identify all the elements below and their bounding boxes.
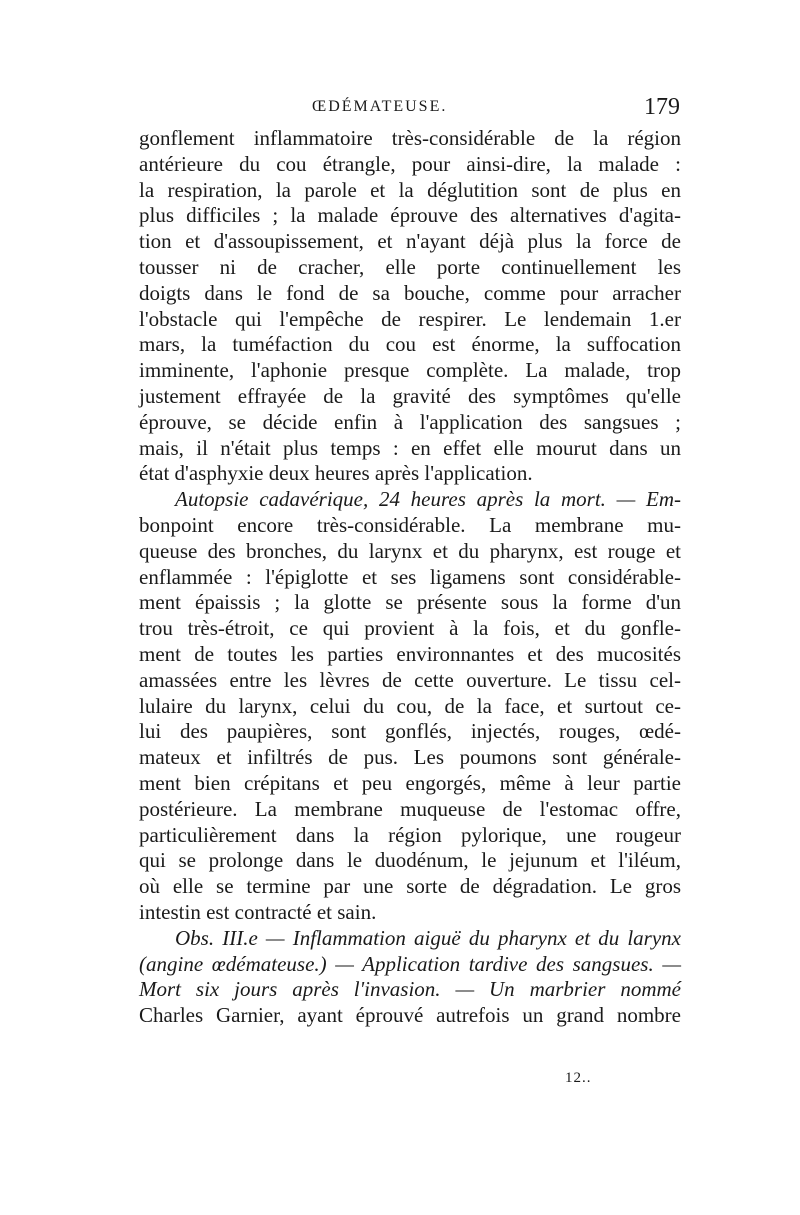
text-line: mateux et infiltrés de pus. Les poumons sont générale- (139, 745, 681, 770)
text-line: lulaire du larynx, celui du cou, de la face, et surtout ce- (139, 693, 681, 718)
running-title: ŒDÉMATEUSE. (312, 98, 448, 115)
observation-heading-line: (angine œdémateuse.) — Application tardive des sangsues. — (139, 951, 681, 976)
text-line: ment de toutes les parties environnantes et des mucosités (139, 641, 681, 666)
text-line: où elle se termine par une sorte de dégradation. Le gros (139, 874, 681, 899)
text-line: queuse des bronches, du larynx et du pharynx, est rouge et (139, 538, 681, 563)
text-line: qui se prolonge dans le duodénum, le jejunum et l'iléum, (139, 848, 681, 873)
text-line: la respiration, la parole et la déglutition sont de plus en (139, 177, 681, 202)
text-line: état d'asphyxie deux heures après l'application. (139, 461, 533, 486)
text-line: tousser ni de cracher, elle porte continuellement les (139, 254, 681, 279)
text-line: intestin est contracté et sain. (139, 899, 377, 924)
text-line: enflammée : l'épiglotte et ses ligamens sont considérable- (139, 564, 681, 589)
observation-heading-line: Mort six jours après l'invasion. — Un marbrier nommé (139, 977, 681, 1002)
running-head (140, 96, 680, 124)
text-line: mais, il n'était plus temps : en effet elle mourut dans un (139, 435, 681, 460)
text-line: l'obstacle qui l'empêche de respirer. Le lendemain 1.er (139, 306, 681, 331)
text-line: amassées entre les lèvres de cette ouverture. Le tissu cel- (139, 667, 681, 692)
text-line: imminente, l'aphonie presque complète. La malade, trop (139, 358, 681, 383)
observation-heading-line: Obs. III.e — Inflammation aiguë du pharynx et du larynx (175, 925, 681, 950)
text-line: ment bien crépitans et peu engorgés, même à leur partie (139, 770, 681, 795)
text-line: lui des paupières, sont gonflés, injectés, rouges, œdé- (139, 719, 681, 744)
text-line: trou très-étroit, ce qui provient à la fois, et du gonfle- (139, 616, 681, 641)
text-line: éprouve, se décide enfin à l'application des sangsues ; (139, 409, 681, 434)
text-line: ment épaissis ; la glotte se présente sous la forme d'un (139, 590, 681, 615)
text-line: justement effrayée de la gravité des symptômes qu'elle (139, 383, 681, 408)
signature-mark: 12.. (565, 1070, 592, 1086)
page-number: 179 (644, 94, 680, 120)
text-line: postérieure. La membrane muqueuse de l'estomac offre, (139, 796, 681, 821)
text-line: Charles Garnier, ayant éprouvé autrefois un grand nombre (139, 1003, 681, 1028)
text-line: doigts dans le fond de sa bouche, comme pour arracher (139, 280, 681, 305)
text-line: tion et d'assoupissement, et n'ayant déjà plus la force de (139, 229, 681, 254)
text-line: mars, la tuméfaction du cou est énorme, la suffocation (139, 332, 681, 357)
text-line: gonflement inflammatoire très-considérable de la région (139, 126, 681, 150)
text-line: antérieure du cou étrangle, pour ainsi-dire, la malade : (139, 151, 681, 176)
text-line: particulièrement dans la région pylorique, une rougeur (139, 822, 681, 847)
text-line: bonpoint encore très-considérable. La membrane mu- (139, 512, 681, 537)
text-line: plus difficiles ; la malade éprouve des alternatives d'agita- (139, 203, 681, 228)
body-text (139, 126, 681, 1029)
autopsy-heading-line: Autopsie cadavérique, 24 heures après la mort. — Em- (175, 487, 681, 512)
